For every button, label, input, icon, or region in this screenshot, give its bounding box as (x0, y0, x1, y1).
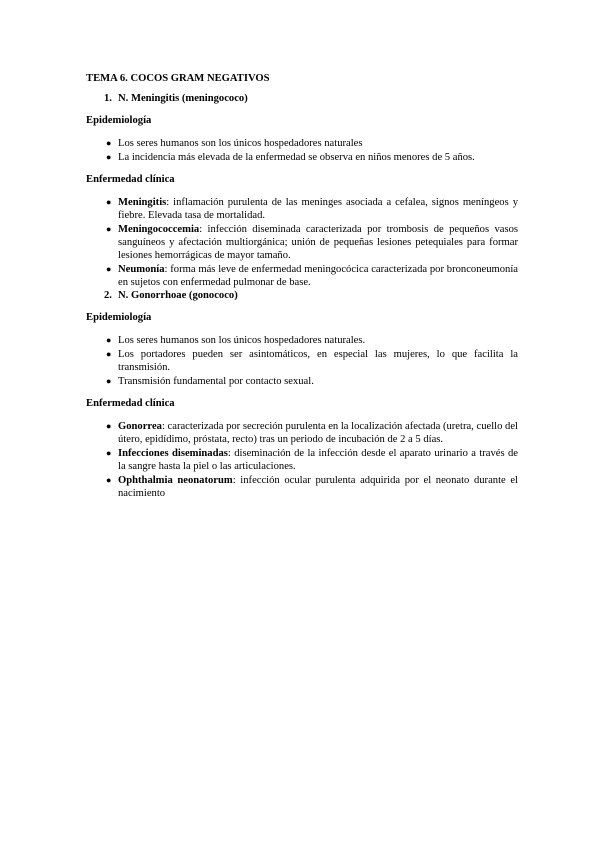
bullet-icon: ● (106, 349, 112, 359)
epidemiology-heading: Epidemiología (86, 115, 152, 126)
bullet-icon: ● (106, 376, 112, 386)
term: Infecciones diseminadas (118, 448, 228, 459)
list-item: ● Gonorrea: caracterizada por secreción purulenta en la localización afectada (uretra, cuello del útero, epidídimo, próstata, recto) tras un periodo de incubación de 2 a 5 días. (86, 420, 518, 446)
clinical-list (86, 420, 518, 500)
list-item: ● Meningococcemia: infección diseminada caracterizada por trombosis de pequeños vasos sanguíneos y afectación multiorgánica; unión de pequeñas lesiones petequiales para formar lesiones hemorrágicas de mayor tamaño. (86, 223, 518, 262)
term: Ophthalmia neonatorum (118, 475, 233, 486)
section-number: 1. (104, 93, 112, 104)
list-item: ● Los seres humanos son los únicos hospedadores naturales. (86, 334, 518, 347)
section-meningitis (86, 92, 518, 289)
list-item: ● La incidencia más elevada de la enfermedad se observa en niños menores de 5 años. (86, 151, 518, 164)
list-item: ● Neumonía: forma más leve de enfermedad meningocócica caracterizada por bronconeumonía en sujetos con enfermedad pulmonar de base. (86, 263, 518, 289)
list-item: ● Ophthalmia neonatorum: infección ocular purulenta adquirida por el neonato durante el nacimiento (86, 474, 518, 500)
document-page (86, 72, 518, 509)
epidemiology-list (86, 137, 518, 164)
section-number: 2. (104, 290, 112, 301)
document-title: TEMA 6. COCOS GRAM NEGATIVOS (86, 73, 270, 84)
bullet-icon: ● (106, 197, 112, 207)
section-name: N. Gonorrhoae (gonococo) (118, 290, 238, 301)
section-name: N. Meningitis (meningococo) (118, 93, 248, 104)
epidemiology-heading: Epidemiología (86, 312, 152, 323)
list-item: ● Los portadores pueden ser asintomáticos, en especial las mujeres, lo que facilita la transmisión. (86, 348, 518, 374)
bullet-icon: ● (106, 224, 112, 234)
section-heading (86, 92, 518, 105)
epidemiology-list (86, 334, 518, 388)
bullet-icon: ● (106, 152, 112, 162)
bullet-icon: ● (106, 421, 112, 431)
bullet-icon: ● (106, 475, 112, 485)
bullet-icon: ● (106, 448, 112, 458)
list-item: ● Meningitis: inflamación purulenta de las meninges asociada a cefalea, signos meníngeos y fiebre. Elevada tasa de mortalidad. (86, 196, 518, 222)
clinical-disease-heading: Enfermedad clínica (86, 398, 175, 409)
bullet-icon: ● (106, 264, 112, 274)
bullet-icon: ● (106, 138, 112, 148)
section-gonorrhoae (86, 289, 518, 500)
bullet-icon: ● (106, 335, 112, 345)
list-item: ● Los seres humanos son los únicos hospedadores naturales (86, 137, 518, 150)
term: Meningococcemia (118, 224, 200, 235)
list-item: ● Transmisión fundamental por contacto sexual. (86, 375, 518, 388)
clinical-list (86, 196, 518, 289)
list-item: ● Infecciones diseminadas: diseminación de la infección desde el aparato urinario a través de la sangre hasta la piel o las articulaciones. (86, 447, 518, 473)
section-heading (86, 289, 518, 302)
term: Meningitis (118, 197, 167, 208)
clinical-disease-heading: Enfermedad clínica (86, 174, 175, 185)
term: Neumonía (118, 264, 165, 275)
term: Gonorrea (118, 421, 162, 432)
